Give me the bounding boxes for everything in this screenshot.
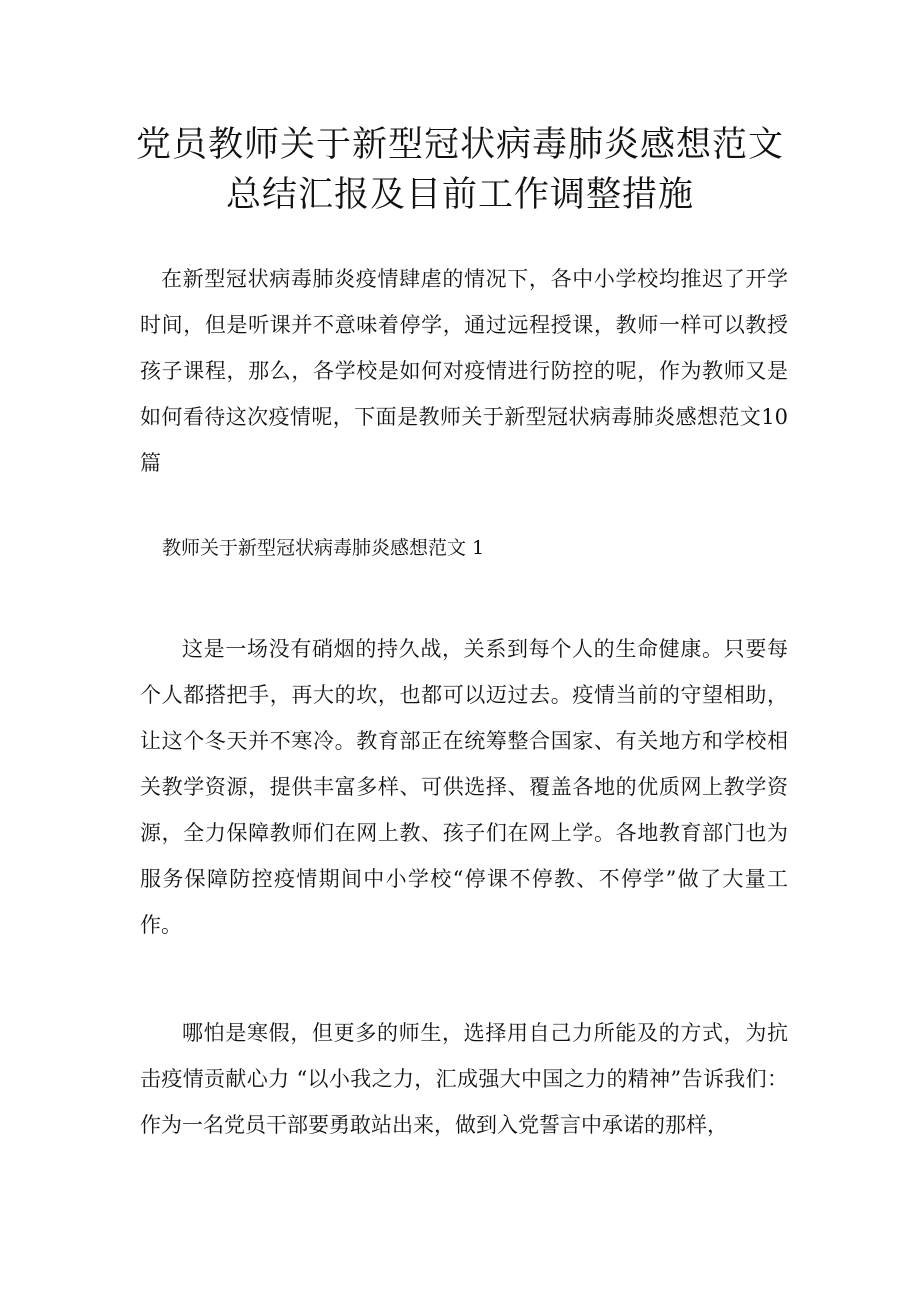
- document-title-line-2: 总结汇报及目前工作调整措施: [225, 175, 694, 215]
- body-paragraph-1: 这是一场没有硝烟的持久战，关系到每个人的生命健康。只要每个人都搭把手，再大的坎，也都可以迈过去。疫情当前的守望相助，让这个冬天并不寒冷。教育部正在统筹整合国家、有关地方和学校相关教学资源，提供丰富多样、可供选择、覆盖各地的优质网上教学资源，全力保障教师们在网上教、孩子们在网上学。各地教育部门也为服务保障防控疫情期间中小学校“停课不停教、不停学”做了大量工作。: [140, 637, 788, 937]
- document-title-line-1: 党员教师关于新型冠状病毒肺炎感想范文: [135, 125, 784, 165]
- section-heading: 教师关于新型冠状病毒肺炎感想范文 1: [162, 537, 485, 559]
- body-paragraph-2: 哪怕是寒假，但更多的师生，选择用自己力所能及的方式，为抗击疫情贡献心力 “以小我之力，汇成强大中国之力的精神”告诉我们：作为一名党员干部要勇敢站出来，做到入党誓言中承诺的那样，: [140, 1021, 788, 1137]
- intro-paragraph: 在新型冠状病毒肺炎疫情肆虐的情况下，各中小学校均推迟了开学时间，但是听课并不意味着停学，通过远程授课，教师一样可以教授孩子课程，那么，各学校是如何对疫情进行防控的呢，作为教师又是如何看待这次疫情呢，下面是教师关于新型冠状病毒肺炎感想范文10篇: [140, 267, 788, 475]
